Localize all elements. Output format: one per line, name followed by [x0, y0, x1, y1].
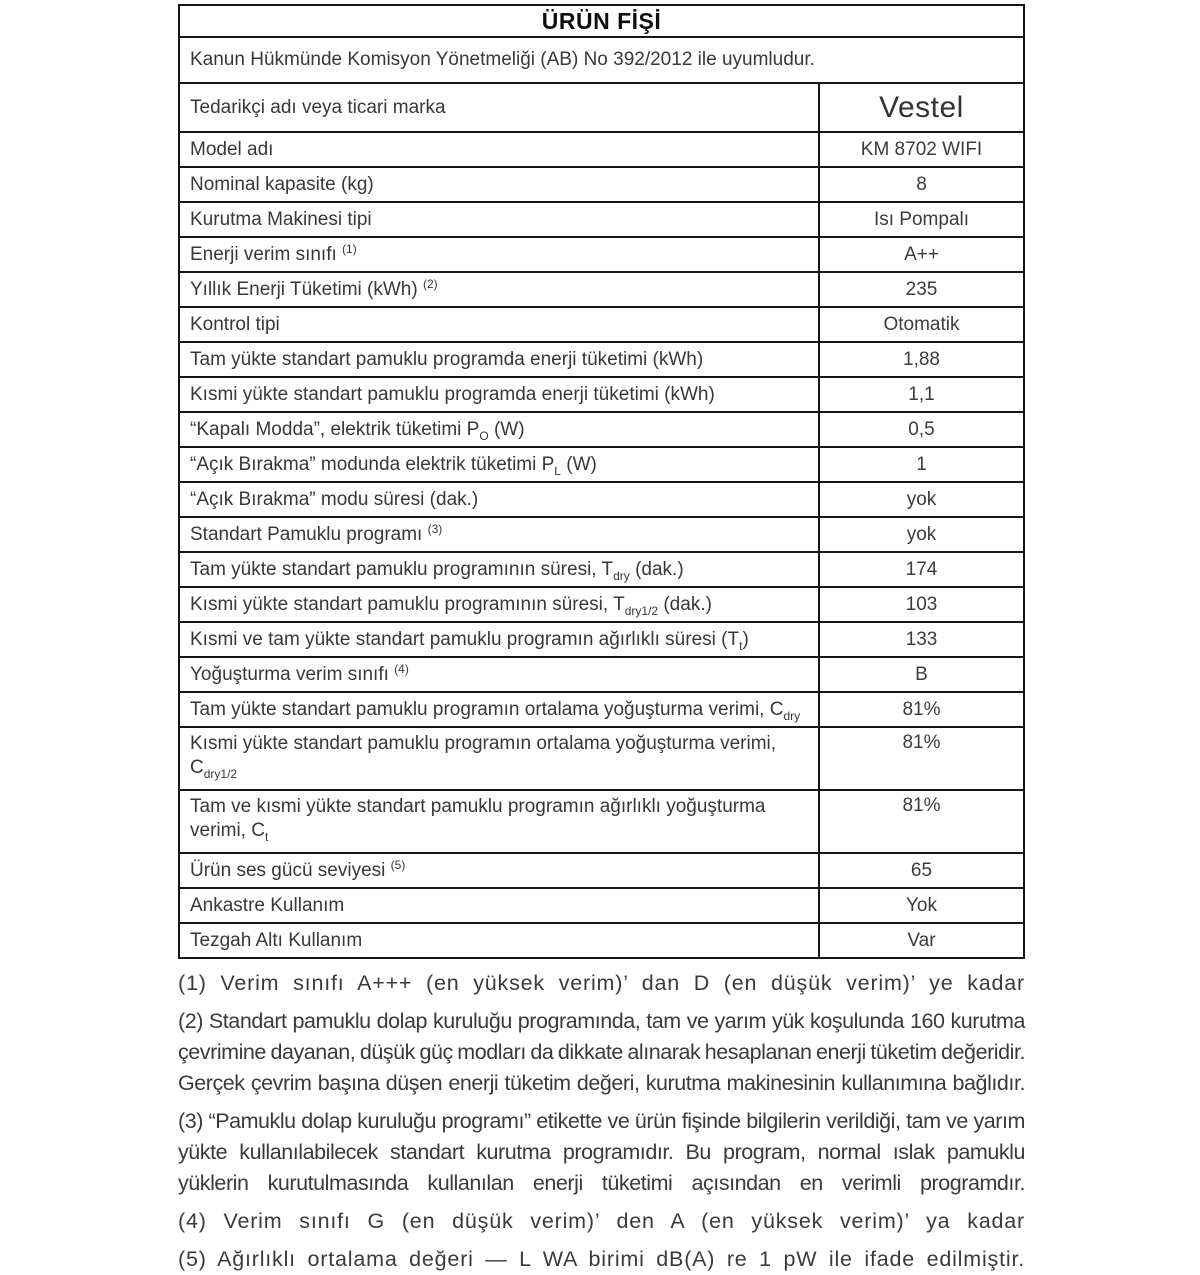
row-label: Nominal kapasite (kg) [179, 167, 819, 202]
row-label: Yıllık Enerji Tüketimi (kWh) $^{(2)}$ [179, 272, 819, 307]
row-label: Yoğuşturma verim sınıfı $^{(4)}$ [179, 657, 819, 692]
row-label: “Kapalı Modda”, elektrik tüketimi $P_O$ (W) [179, 412, 819, 447]
footnote-marker: (5) [390, 858, 406, 873]
row-value: 174 [819, 552, 1024, 587]
row-value: 133 [819, 622, 1024, 657]
table-row [179, 853, 1024, 888]
table-row [179, 587, 1024, 622]
table-row [179, 692, 1024, 727]
row-value: 1 [819, 447, 1024, 482]
row-label: Kısmi yükte standart pamuklu programının süresi, $T_{dry1/2}$ (dak.) [179, 587, 819, 622]
row-label: Tam yükte standart pamuklu programda enerji tüketimi (kWh) [179, 342, 819, 377]
table-row [179, 657, 1024, 692]
footnote: (5) Ağırlıklı ortalama değeri — L WA birimi dB(A) re 1 pW ile ifade edilmiştir. [178, 1247, 1025, 1271]
row-label: Ankastre Kullanım [179, 888, 819, 923]
brand-value: Vestel [819, 83, 1024, 132]
row-value: KM 8702 WIFI [819, 132, 1024, 167]
row-label: “Açık Bırakma” modunda elektrik tüketimi $P_L$ (W) [179, 447, 819, 482]
table-row [179, 202, 1024, 237]
product-fiche-table [178, 4, 1025, 959]
row-value: Var [819, 923, 1024, 958]
row-value: B [819, 657, 1024, 692]
row-label: Enerji verim sınıfı $^{(1)}$ [179, 237, 819, 272]
row-value: Isı Pompalı [819, 202, 1024, 237]
symbol-subscript: dry [613, 568, 630, 583]
table-row [179, 342, 1024, 377]
table-row [179, 377, 1024, 412]
row-label: Model adı [179, 132, 819, 167]
row-label: Kontrol tipi [179, 307, 819, 342]
row-value: 81% [819, 692, 1024, 727]
table-row [179, 132, 1024, 167]
symbol-subscript: t [264, 830, 269, 844]
symbol-subscript: L [554, 463, 561, 478]
row-value: 103 [819, 587, 1024, 622]
row-label: “Açık Bırakma” modu süresi (dak.) [179, 482, 819, 517]
table-row [179, 307, 1024, 342]
footnote-marker: (3) [427, 522, 443, 537]
row-value: 8 [819, 167, 1024, 202]
title-row [179, 5, 1024, 37]
table-row [179, 622, 1024, 657]
compliance-row [179, 37, 1024, 83]
symbol-subscript: dry1/2 [203, 767, 238, 781]
table-row [179, 923, 1024, 958]
table-row [179, 888, 1024, 923]
row-label: Tam yükte standart pamuklu programının süresi, $T_{dry}$ (dak.) [179, 552, 819, 587]
row-label: Tam ve kısmi yükte standart pamuklu programın ağırlıklı yoğuşturma verimi, $C_t$ [179, 790, 819, 853]
table-row [179, 482, 1024, 517]
footnote-marker: (1) [342, 242, 357, 257]
footnote-marker: (4) [394, 662, 409, 677]
table-row [179, 272, 1024, 307]
footnote: (2) Standart pamuklu dolap kuruluğu programında, tam ve yarım yük koşulunda 160 kurutma çevrimine dayanan, düşük güç modları da dikkate alınarak hesaplanan enerji tüketim değeridir. Gerçek çevrim başına düşen enerji tüketim değeri, kurutma makinesinin kullanımına bağlıdır. [178, 1009, 1025, 1095]
row-value: Yok [819, 888, 1024, 923]
row-value: 65 [819, 853, 1024, 888]
symbol-subscript: dry [783, 708, 801, 723]
row-label: Kısmi yükte standart pamuklu programın ortalama yoğuşturma verimi, $C_{dry1/2}$ [179, 727, 819, 790]
table-row [179, 447, 1024, 482]
row-value: 81% [819, 727, 1024, 790]
footnote: (1) Verim sınıfı A+++ (en yüksek verim)’ dan D (en düşük verim)’ ye kadar [178, 971, 1025, 995]
table-row [179, 790, 1024, 853]
row-value: 0,5 [819, 412, 1024, 447]
row-label: Tedarikçi adı veya ticari marka [179, 83, 819, 132]
table-row [179, 83, 1024, 132]
symbol-subscript: O [479, 428, 489, 443]
symbol-subscript: t [739, 638, 743, 653]
row-value: 81% [819, 790, 1024, 853]
compliance-note: Kanun Hükmünde Komisyon Yönetmeliği (AB) No 392/2012 ile uyumludur. [179, 37, 1024, 83]
footnote: (3) “Pamuklu dolap kuruluğu programı” etikette ve ürün fişinde bilgilerin verildiği, tam ve yarım yükte kullanılabilecek standart kurutma programıdır. Bu program, normal ıslak pamuklu yüklerin kurutulmasında kullanılan enerji tüketimi açısından en verimli programdır. [178, 1109, 1025, 1195]
table-row [179, 167, 1024, 202]
row-label: Ürün ses gücü seviyesi $^{(5)}$ [179, 853, 819, 888]
row-value: 235 [819, 272, 1024, 307]
row-value: 1,88 [819, 342, 1024, 377]
row-label: Tam yükte standart pamuklu programın ortalama yoğuşturma verimi, $C_{dry}$ [179, 692, 819, 727]
row-value: Otomatik [819, 307, 1024, 342]
table-row [179, 237, 1024, 272]
row-label: Kurutma Makinesi tipi [179, 202, 819, 237]
footnotes-section [178, 968, 1025, 1275]
footnote: (4) Verim sınıfı G (en düşük verim)’ den A (en yüksek verim)’ ya kadar [178, 1209, 1025, 1233]
page-title: ÜRÜN FİŞİ [179, 5, 1024, 37]
table-row [179, 727, 1024, 790]
product-fiche-page [178, 0, 1023, 1275]
table-row [179, 552, 1024, 587]
row-label: Tezgah Altı Kullanım [179, 923, 819, 958]
footnote-marker: (2) [422, 277, 438, 292]
row-label: Standart Pamuklu programı $^{(3)}$ [179, 517, 819, 552]
row-value: A++ [819, 237, 1024, 272]
symbol-subscript: dry1/2 [624, 603, 659, 618]
row-value: 1,1 [819, 377, 1024, 412]
row-value: yok [819, 482, 1024, 517]
table-row [179, 517, 1024, 552]
row-value: yok [819, 517, 1024, 552]
table-row [179, 412, 1024, 447]
row-label: Kısmi ve tam yükte standart pamuklu programın ağırlıklı süresi $(T_t)$ [179, 622, 819, 657]
row-label: Kısmi yükte standart pamuklu programda enerji tüketimi (kWh) [179, 377, 819, 412]
